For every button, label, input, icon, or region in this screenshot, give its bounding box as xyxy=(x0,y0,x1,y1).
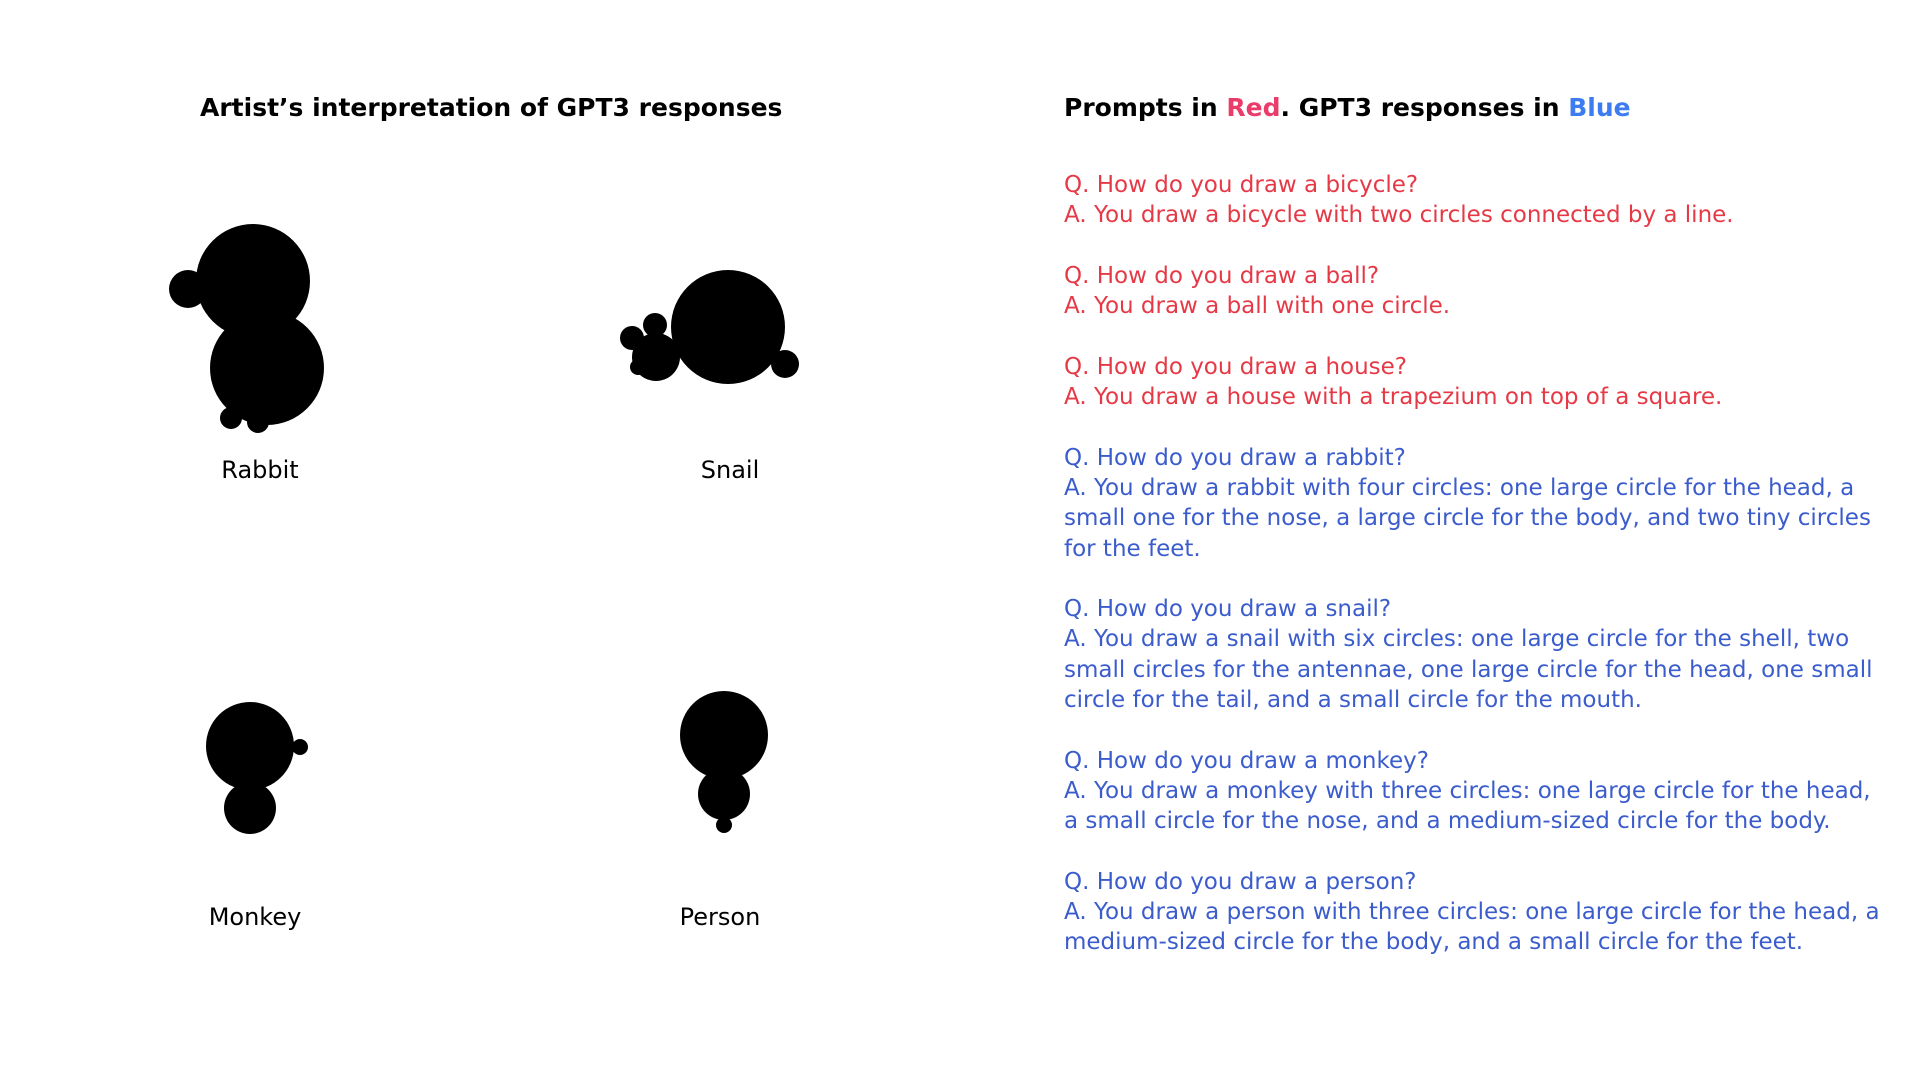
qa-question: Q. How do you draw a snail? xyxy=(1064,596,1392,623)
monkey-figure xyxy=(206,702,308,834)
title-prefix: Prompts in xyxy=(1064,93,1227,122)
person-figure xyxy=(680,691,768,833)
qa-answer: A. You draw a snail with six circles: one large circle for the shell, two small circles for the antennae, one large circle for the head, one small circle for the tail, and a small circle for the mouth. xyxy=(1064,626,1873,714)
qa-question: Q. How do you draw a ball? xyxy=(1064,262,1380,289)
person-head-circle xyxy=(680,691,768,779)
person-label: Person xyxy=(679,903,761,931)
rabbit-label: Rabbit xyxy=(221,456,299,484)
snail-label: Snail xyxy=(700,456,760,484)
snail-tail-circle xyxy=(771,350,799,378)
snail-figure xyxy=(620,270,799,384)
qa-item xyxy=(1064,443,1884,564)
snail-antenna-circle-left xyxy=(620,326,644,350)
qa-answer: A. You draw a bicycle with two circles connected by a line. xyxy=(1064,202,1734,229)
qa-question: Q. How do you draw a person? xyxy=(1064,868,1417,895)
snail-shell-circle xyxy=(671,270,785,384)
rabbit-foot-circle-right xyxy=(247,411,269,433)
monkey-head-circle xyxy=(206,702,294,790)
rabbit-foot-circle-left xyxy=(220,407,242,429)
person-feet-circle xyxy=(716,817,732,833)
qa-question: Q. How do you draw a house? xyxy=(1064,353,1408,380)
rabbit-nose-circle xyxy=(169,270,207,308)
title-blue-word: Blue xyxy=(1568,93,1631,122)
qa-answer: A. You draw a person with three circles: one large circle for the head, a medium-sized circle for the body, and a small circle for the feet. xyxy=(1064,899,1880,956)
title-middle: . GPT3 responses in xyxy=(1280,93,1569,122)
qa-item xyxy=(1064,170,1884,231)
qa-answer: A. You draw a rabbit with four circles: one large circle for the head, a small one for the nose, a large circle for the body, and two tiny circles for the feet. xyxy=(1064,474,1871,562)
monkey-label: Monkey xyxy=(208,903,302,931)
illustration-title: Artist’s interpretation of GPT3 responses xyxy=(200,93,783,122)
qa-item xyxy=(1064,594,1884,715)
qa-question: Q. How do you draw a rabbit? xyxy=(1064,444,1406,471)
rabbit-figure xyxy=(169,224,324,433)
qa-item xyxy=(1064,261,1884,322)
person-body-circle xyxy=(698,768,750,820)
qa-answer: A. You draw a ball with one circle. xyxy=(1064,293,1451,320)
qa-question: Q. How do you draw a bicycle? xyxy=(1064,172,1419,198)
qa-answer: A. You draw a monkey with three circles: one large circle for the head, a small circle for the nose, and a medium-sized circle for the body. xyxy=(1064,777,1871,835)
monkey-body-circle xyxy=(224,782,276,834)
qa-question: Q. How do you draw a monkey? xyxy=(1064,747,1429,774)
qa-list xyxy=(1064,170,1884,958)
qa-item xyxy=(1064,867,1884,958)
snail-antenna-circle-right xyxy=(643,313,667,337)
title-red-word: Red xyxy=(1226,93,1281,122)
qa-item xyxy=(1064,352,1884,413)
qa-panel-title xyxy=(1064,88,1884,128)
qa-answer: A. You draw a house with a trapezium on top of a square. xyxy=(1064,384,1723,411)
qa-item xyxy=(1064,746,1884,837)
qa-panel xyxy=(1064,88,1884,988)
snail-mouth-circle xyxy=(630,359,646,375)
monkey-nose-circle xyxy=(292,739,308,755)
